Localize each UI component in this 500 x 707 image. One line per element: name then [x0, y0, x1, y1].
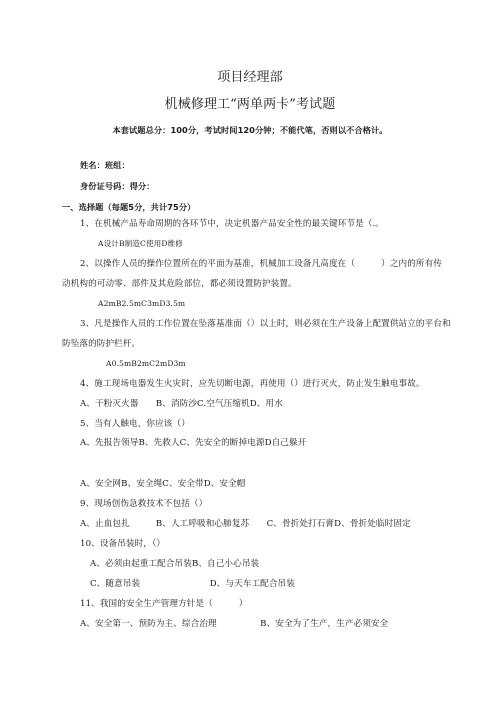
exam-title: 机械修理工“两单两卡”考试题 [164, 97, 336, 112]
exam-notice: 本套试题总分：100分，考试时间120分钟；不能代笔，否则以不合格计。 [112, 125, 388, 135]
question-8-options: A、安全网B、安全绳C、安全带D、安全帽 [80, 479, 246, 489]
question-9: 9、现场创伤急救技术不包括（） [80, 499, 208, 509]
question-3-line-1: 3、凡是操作人员的工作位置在坠落基准面（）以上时，则必须在生产设备上配置供站立的平台和 [80, 319, 451, 329]
question-2-line-2: 动机构的可动零、部件及其危险部位，都必须设置防护装置。 [62, 279, 297, 289]
question-10-options-1: A、必须由起重工配合吊装B、自己小心吊装 [90, 559, 260, 569]
question-11: 11、我国的安全生产管理方针是（ ） [80, 599, 248, 609]
question-11-options: A、安全第一、预防为主、综合治理 B、安全为了生产，生产必须安全 [80, 619, 389, 629]
section-title: 一、选择题（每题5分，共计75分） [62, 202, 196, 212]
question-1: 1、在机械产品寿命周期的各环节中，决定机器产品安全性的最关键环节是（.。 [80, 219, 384, 229]
question-3-line-2: 防坠落的防护栏杆。 [62, 339, 141, 349]
name-group-field: 姓名：班组： [80, 160, 130, 170]
question-3-options: A0.5mB2mC2mD3m [106, 359, 186, 368]
question-10: 10、设备吊装时，（） [80, 539, 166, 549]
question-5: 5、当有人触电，你应该（） [80, 419, 190, 429]
id-score-field: 身份证号码：得分： [80, 181, 155, 191]
question-10-options-2: C、随意吊装 D、与天车工配合吊装 [90, 579, 295, 589]
question-4: 4、施工现场电器发生火灾时，应先切断电源，再使用（）进行灭火，防止发生触电事故。 [80, 379, 425, 389]
question-4-options: A、干粉灭火器 B、消防沙C.空气压缩机D、用水 [80, 399, 283, 409]
question-5-options: A、先报告领导B、先救人C、先安全的断掉电源D自己躲开 [80, 438, 307, 448]
question-2-options: A2mB2.5mC3mD3.5m [98, 299, 186, 308]
question-2-line-1: 2、以操作人员的操作位置所在的平面为基准，机械加工设备凡高度在（ ）之内的所有传 [80, 259, 443, 269]
question-9-options: A、止血包扎 B、人工呼吸和心肺复苏 C、骨折处打石膏D、骨折处临时固定 [80, 519, 411, 529]
department-heading: 项目经理部 [217, 70, 283, 85]
question-1-options: A设计B制造C使用D维修 [98, 239, 183, 248]
